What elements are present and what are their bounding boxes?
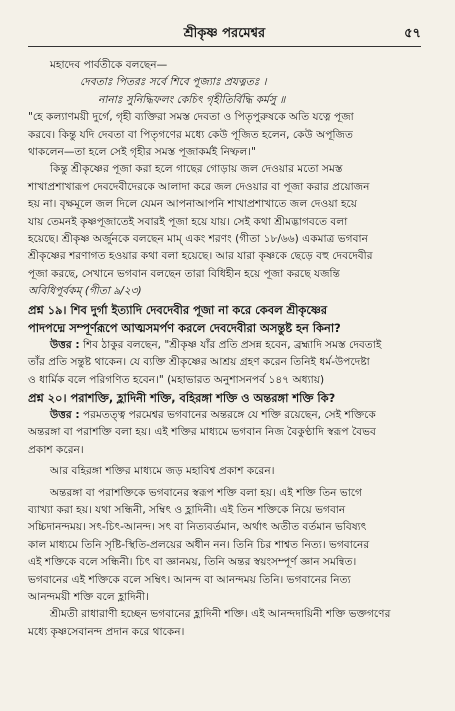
verse-line: দেবতাঃ পিতরঃ সর্বে শিবে পূজ্যাঃ প্রযত্নতঃ । [80,76,267,89]
answer-text: পরমতত্ত্ব পরমেশ্বর ভগবানের অন্তরঙ্গে যে শক্তি রয়েছেন, সেই শক্তিকে [82,408,376,421]
text-line: এই শক্তিকে বলে সন্ধিনী। চিৎ বা জ্ঞানময়, তিনি অন্তর স্বয়ংসম্পূর্ণ জ্ঞান সমন্বিত। [28,556,357,569]
text-line: অন্তরঙ্গা বা পরাশক্তিকে ভগবানের স্বরূপ শক্তি বলা হয়। এই শক্তি তিন ভাগে [50,486,362,499]
answer-20-line: প্রকাশ করেন। [28,443,84,456]
question-19-line: পাদপদ্মে সম্পূর্ণরূপে আত্মসমর্পণ করলে দেবদেবীরা অসন্তুষ্ট হন কিনা? [28,320,341,335]
text-line: মধ্যে কৃষ্ণসেবানন্দ প্রদান করে থাকেন। [28,625,185,638]
text-line: ব্যাখ্যা করা হয়। যথা সন্ধিনী, সম্বিৎ ও হ্লাদিনী। এই তিন শক্তিকে নিয়ে ভগবান [28,503,346,516]
text-line: যায় তেমনই কৃষ্ণপূজাতেই সবারই পূজা হয়ে যায়। সেই কথা শ্রীমদ্ভাগবতে বলা [28,215,348,228]
text-line: মহাদেব পার্বতীকে বলছেন— [50,59,168,71]
text-line: শ্রীকৃষ্ণের শরণাগত হওয়ার কথা বলা হয়েছে। আর যারা কৃষ্ণকে ছেড়ে বহু দেবদেবীর [28,250,373,263]
text-line: "হে কল্যাণময়ী দুর্গে, গৃহী ব্যক্তিরা সমস্ত দেবতা ও পিতৃপুরুষকে অতি যত্নে পূজা [28,111,354,124]
answer-20-line: অন্তরঙ্গা বা পরাশক্তি বলা হয়। এই শক্তির মাধ্যমে ভগবান নিজ বৈকুণ্ঠাদি স্বরূপ বৈভব [28,426,376,439]
answer-19-line: ও ধার্মিক বলে পরিগণিত হবেন।" (মহাভারত অনুশাসনপর্ব ১৪৭ অধ্যায়) [28,373,325,386]
text-line: পূজা করছে, সেখানে ভগবান বলছেন তারা বিধিহীন হয়ে পূজা করছে যজন্তি [28,267,340,280]
text-line: আর বহিরঙ্গা শক্তির মাধ্যমে জড় মহাবিশ্ব প্রকাশ করেন। [50,465,275,478]
text-line: শাখাপ্রশাখারূপ দেবদেবীদেরকে আলাদা করে জল দেওয়ার বা পূজা করার প্রয়োজন [28,180,370,193]
answer-text: শিব ঠাকুর বলছেন, "শ্রীকৃষ্ণ যাঁর প্রতি প্রসন্ন হবেন, ব্রহ্মাদি সমস্ত দেবতাই [82,338,382,351]
header-rule [28,46,421,47]
text-line: আনন্দময়ী শক্তি বলে হ্লাদিনী। [28,590,149,603]
text-line: কিন্তু শ্রীকৃষ্ণের পূজা করা হলে গাছের গোড়ায় জল দেওয়ার মতো সমস্ত [50,163,343,176]
text-line: শ্রীমতী রাধারাণী হচ্ছেন ভগবানের হ্লাদিনী শক্তি। এই আনন্দদায়িনী শক্তি ভক্তগণের [50,608,391,621]
text-line: হয় না। বৃক্ষমূলে জল দিলে যেমন আপনাআপনি শাখাপ্রশাখাতে জল দেওয়া হয়ে [28,198,358,211]
text-line: সচ্চিদানন্দময়। সৎ-চিৎ-আনন্দ। সৎ বা নিত্যবর্তমান, অর্থাৎ অতীত বর্তমান ভবিষ্যৎ [28,521,367,534]
page-body [28,57,421,641]
answer-label: উত্তর : [50,338,80,351]
question-19-line: প্রশ্ন ১৯। শিব দুর্গা ইত্যাদি দেবদেবীর পূজা না করে কেবল শ্রীকৃষ্ণের [28,302,328,317]
text-line: অবিধিপূর্বকম্ (গীতা ৯/২৩) [28,285,142,298]
text-line: কাল মাধ্যমে তিনি সৃষ্টি-স্থিতি-প্রলয়ের অধীন নন। তিনি চির শাশ্বত নিত্য। ভগবানের [28,538,370,551]
running-title: শ্রীকৃষ্ণ পরমেশ্বর [183,26,266,41]
text-line: করবে। কিন্তু যদি দেবতা বা পিতৃগণের মধ্যে কেউ পূজিত হলেন, কেউ অপূজিত [28,128,353,141]
answer-19-line: তাঁর প্রতি সন্তুষ্ট থাকেন। যে ব্যক্তি শ্রীকৃষ্ণের আশ্রয় গ্রহণ করেন তিনিই ধর্ম-উপদেষ্টা [28,356,370,369]
answer-20-line [28,407,421,424]
verse-line: নানাঃ সুনিদ্ধিফলং কেচিৎ গৃহীতির্বিদ্ধি কর্মসু ॥ [98,93,286,106]
question-20-line: প্রশ্ন ২০। পরাশক্তি, হ্লাদিনী শক্তি, বহিরঙ্গা শক্তি ও অন্তরঙ্গা শক্তি কি? [28,390,336,405]
page-number: ৫৭ [404,26,421,41]
answer-label: উত্তর : [50,408,80,421]
text-line: ভগবানের এই শক্তিকে বলে সম্বিৎ। আনন্দ বা আনন্দময় তিনি। ভগবানের নিত্য [28,573,351,586]
text-line: হয়েছে। শ্রীকৃষ্ণ অর্জুনকে বলছেন মাম্ একং শরণং (গীতা ১৮/৬৬) একমাত্র ভগবান [28,233,368,246]
text-line: থাকলেন—তা হলে সেই গৃহীর সমস্ত পূজাকর্মই নিষ্ফল।" [28,146,256,159]
answer-19-line [28,337,421,354]
page-header [28,18,421,46]
